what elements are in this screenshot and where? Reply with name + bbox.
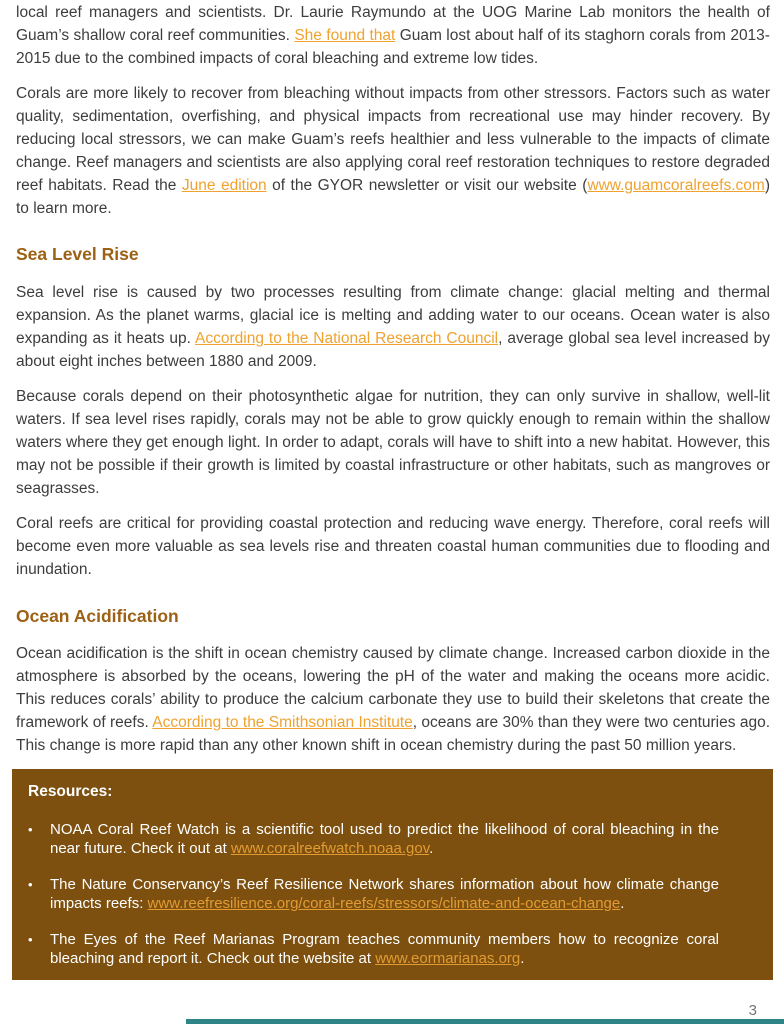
text-run: . xyxy=(429,840,434,857)
text-run: NOAA Coral Reef Watch is a scientific tool used to predict the likelihood of coral bleaching in the near future. Check it out at xyxy=(50,821,719,857)
link-eormarianas[interactable]: www.eormarianas.org xyxy=(375,950,521,967)
paragraph-sea-level-causes xyxy=(16,281,770,373)
heading-ocean-acidification: Ocean Acidification xyxy=(16,606,179,626)
text-run: The Eyes of the Reef Marianas Program teaches community members how to recognize coral bleaching and report it. Check out the website at xyxy=(50,931,719,967)
text-run: . xyxy=(620,895,625,912)
paragraph-coastal-protection: Coral reefs are critical for providing coastal protection and reducing wave energy. Therefore, coral reefs will become even more valuable as sea levels rise and threaten coastal human communities due to flooding and inundation. xyxy=(16,515,770,578)
paragraph-corals-light: Because corals depend on their photosynthetic algae for nutrition, they can only survive in shallow, well-lit waters. If sea level rises rapidly, corals may not be able to grow quickly enough to remain within the shallow waters where they get enough light. In order to adapt, corals will have to shift into a new habitat. However, this may not be possible if their growth is limited by coastal infrastructure or other habitats, such as mangroves or seagrasses. xyxy=(16,388,770,497)
text-run: The Nature Conservancy’s Reef Resilience Network shares information about how climate change impacts reefs: xyxy=(50,876,719,912)
text-run: Guam lost about half of its staghorn corals from 2013-2015 due to the combined impacts of coral bleaching and extreme low tides. xyxy=(16,27,770,67)
text-run: ) to learn more. xyxy=(16,177,770,217)
list-item xyxy=(28,930,753,968)
resources-title: Resources: xyxy=(28,783,113,800)
link-june-edition[interactable]: June edition xyxy=(181,177,267,194)
bullet-icon: • xyxy=(28,877,33,892)
resources-list xyxy=(28,820,753,968)
paragraph-ocean-acidification xyxy=(16,642,770,757)
link-smithsonian-institute[interactable]: According to the Smithsonian Institute xyxy=(152,714,413,731)
resource-text xyxy=(50,930,753,968)
link-guamcoralreefs[interactable]: www.guamcoralreefs.com xyxy=(587,177,765,194)
text-run: of the GYOR newsletter or visit our website ( xyxy=(266,177,588,194)
link-national-research-council[interactable]: According to the National Research Council xyxy=(195,330,499,347)
text-run: , oceans are 30% than they were two centuries ago. This change is more rapid than any other known shift in ocean chemistry during the past 50 million years. xyxy=(16,714,771,754)
bullet-icon: • xyxy=(28,822,33,837)
link-she-found-that[interactable]: She found that xyxy=(294,27,396,44)
paragraph-reef-monitoring xyxy=(16,1,770,70)
text-run: . xyxy=(520,950,525,967)
text-run: local reef managers and scientists. Dr. Laurie Raymundo at the UOG Marine Lab monitors the health of Guam’s shallow coral reef communities. xyxy=(16,4,770,44)
heading-sea-level-rise: Sea Level Rise xyxy=(16,244,139,264)
list-item xyxy=(28,820,753,858)
text-run: , average global sea level increased by about eight inches between 1880 and 2009. xyxy=(16,330,770,370)
paragraph-recovery-stressors xyxy=(16,82,770,220)
page-number: 3 xyxy=(748,1002,757,1019)
link-reefresilience[interactable]: www.reefresilience.org/coral-reefs/stressors/climate-and-ocean-change xyxy=(147,895,621,912)
text-run: Sea level rise is caused by two processes resulting from climate change: glacial melting and thermal expansion. As the planet warms, glacial ice is melting and adding water to our oceans. Ocean water is also expanding as it heats up. xyxy=(16,284,770,347)
page-bottom-bar xyxy=(186,1019,784,1024)
text-run: Ocean acidification is the shift in ocean chemistry caused by climate change. Increased carbon dioxide in the atmosphere is absorbed by the oceans, lowering the pH of the water and making the oceans more acidic. This reduces corals’ ability to produce the calcium carbonate they use to build their skeletons that create the framework of reefs. xyxy=(16,645,770,731)
bullet-icon: • xyxy=(28,932,33,947)
link-coralreefwatch[interactable]: www.coralreefwatch.noaa.gov xyxy=(230,840,430,857)
resource-text xyxy=(50,820,753,858)
text-run: Corals are more likely to recover from bleaching without impacts from other stressors. Factors such as water quality, sedimentation, overfishing, and physical impacts from recreational use may hinder recovery. By reducing local stressors, we can make Guam’s reefs healthier and less vulnerable to the impacts of climate change. Reef managers and scientists are also applying coral reef restoration techniques to restore degraded reef habitats. Read the xyxy=(16,85,770,194)
resource-text xyxy=(50,875,753,913)
list-item xyxy=(28,875,753,913)
resources-box xyxy=(12,769,773,980)
